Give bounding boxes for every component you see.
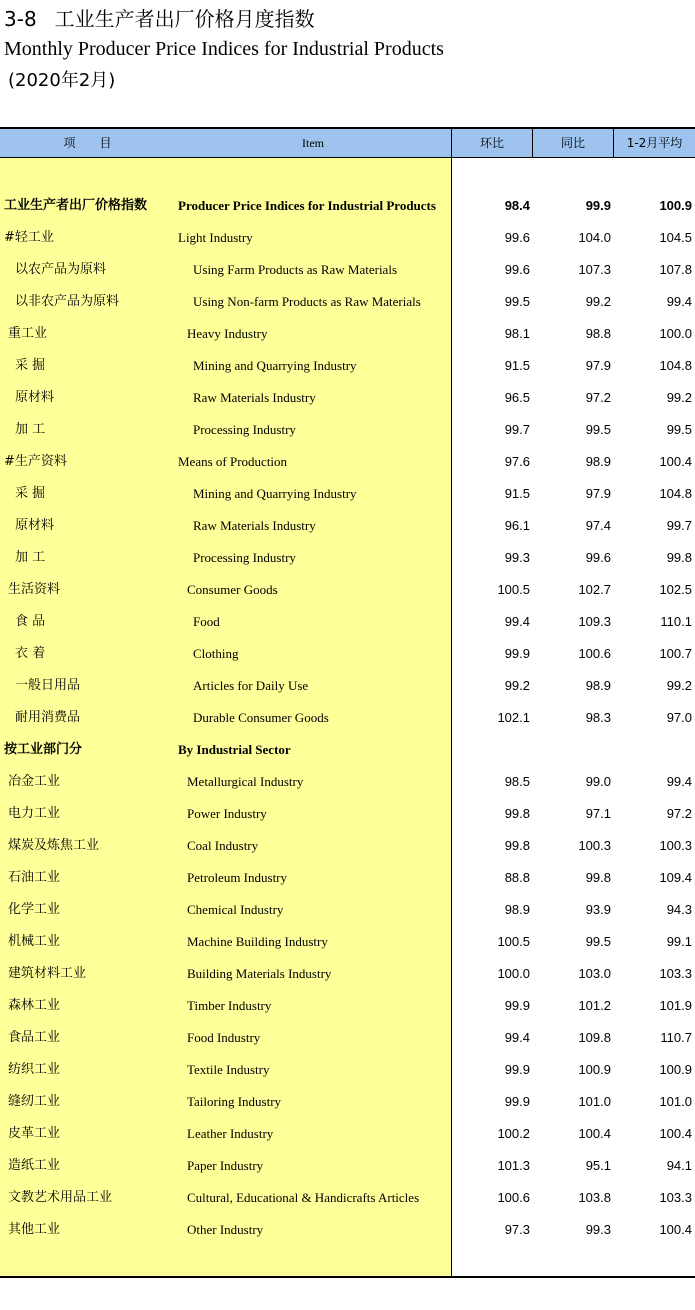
- value-yoy: 99.5: [585, 422, 611, 437]
- value-avg: 99.2: [666, 390, 692, 405]
- value-avg: 100.9: [659, 198, 692, 213]
- row-label-en: By Industrial Sector: [178, 742, 291, 757]
- row-label-en: Textile Industry: [187, 1062, 270, 1077]
- row-label-en: Coal Industry: [187, 838, 259, 853]
- row-label-en: Raw Materials Industry: [193, 390, 316, 405]
- value-yoy: 99.3: [585, 1222, 611, 1237]
- value-yoy: 102.7: [578, 582, 611, 597]
- value-avg: 100.4: [659, 1126, 692, 1141]
- row-label-cn: 生活资料: [8, 582, 61, 597]
- row-label-cn: 工业生产者出厂价格指数: [4, 198, 148, 213]
- header-yoy: 同比: [560, 136, 585, 150]
- row-label-en: Machine Building Industry: [187, 934, 328, 949]
- row-label-en: Leather Industry: [187, 1126, 274, 1141]
- value-avg: 100.7: [659, 646, 692, 661]
- table-body: [0, 190, 695, 1246]
- value-yoy: 104.0: [578, 230, 611, 245]
- value-avg: 103.3: [659, 966, 692, 981]
- value-avg: 99.5: [666, 422, 692, 437]
- row-label-en: Petroleum Industry: [187, 870, 288, 885]
- row-label-en: Tailoring Industry: [187, 1094, 282, 1109]
- table-row: [0, 1118, 695, 1150]
- row-label-cn: 煤炭及炼焦工业: [8, 838, 100, 853]
- value-mom: 99.8: [504, 838, 530, 853]
- row-label-en: Metallurgical Industry: [187, 774, 304, 789]
- value-yoy: 109.3: [578, 614, 611, 629]
- table-row: [0, 1022, 695, 1054]
- row-label-cn: 纺织工业: [8, 1062, 61, 1077]
- table-row: [0, 670, 695, 702]
- row-label-en: Paper Industry: [187, 1158, 264, 1173]
- value-avg: 100.3: [659, 838, 692, 853]
- value-mom: 99.6: [504, 230, 530, 245]
- table-row: [0, 926, 695, 958]
- header-mom: 环比: [479, 136, 504, 150]
- value-avg: 100.9: [659, 1062, 692, 1077]
- table-row: [0, 254, 695, 286]
- table-row: [0, 478, 695, 510]
- value-mom: 99.3: [504, 550, 530, 565]
- value-yoy: 97.9: [585, 358, 611, 373]
- row-label-cn: 加 工: [15, 422, 46, 437]
- row-label-en: Producer Price Indices for Industrial Products: [178, 198, 436, 213]
- value-mom: 101.3: [497, 1158, 530, 1173]
- value-mom: 100.5: [497, 934, 530, 949]
- value-mom: 99.9: [504, 998, 530, 1013]
- value-yoy: 99.5: [585, 934, 611, 949]
- value-mom: 100.0: [497, 966, 530, 981]
- row-label-en: Clothing: [193, 646, 239, 661]
- value-mom: 98.4: [504, 198, 530, 213]
- row-label-en: Chemical Industry: [187, 902, 284, 917]
- row-label-en: Durable Consumer Goods: [193, 710, 329, 725]
- value-yoy: 98.9: [585, 678, 611, 693]
- table-row: [0, 862, 695, 894]
- table-row: [0, 222, 695, 254]
- value-avg: 99.4: [666, 294, 692, 309]
- value-mom: 97.6: [504, 454, 530, 469]
- table-row: [0, 894, 695, 926]
- table-row: [0, 734, 695, 766]
- row-label-en: Processing Industry: [193, 550, 296, 565]
- value-mom: 91.5: [504, 486, 530, 501]
- value-mom: 102.1: [497, 710, 530, 725]
- value-yoy: 97.1: [585, 806, 611, 821]
- table-row: [0, 1086, 695, 1118]
- value-avg: 102.5: [659, 582, 692, 597]
- header-avg: 1-2月平均: [626, 136, 683, 150]
- value-mom: 98.1: [504, 326, 530, 341]
- value-avg: 104.8: [659, 486, 692, 501]
- page-title-cn: [4, 4, 315, 34]
- row-label-en: Timber Industry: [187, 998, 272, 1013]
- value-yoy: 100.3: [578, 838, 611, 853]
- value-avg: 100.4: [659, 1222, 692, 1237]
- table-row: [0, 414, 695, 446]
- value-mom: 100.2: [497, 1126, 530, 1141]
- row-label-en: Means of Production: [178, 454, 288, 469]
- row-label-en: Raw Materials Industry: [193, 518, 316, 533]
- value-yoy: 95.1: [585, 1158, 611, 1173]
- value-yoy: 97.2: [585, 390, 611, 405]
- row-label-en: Food: [193, 614, 220, 629]
- value-mom: 88.8: [504, 870, 530, 885]
- value-avg: 94.3: [666, 902, 692, 917]
- value-avg: 94.1: [666, 1158, 692, 1173]
- value-yoy: 100.9: [578, 1062, 611, 1077]
- value-mom: 99.9: [504, 1094, 530, 1109]
- value-yoy: 100.4: [578, 1126, 611, 1141]
- row-label-en: Food Industry: [187, 1030, 261, 1045]
- value-yoy: 101.0: [578, 1094, 611, 1109]
- row-label-cn: 食 品: [15, 614, 46, 629]
- table-row: [0, 574, 695, 606]
- row-label-cn: 原材料: [15, 518, 55, 533]
- row-label-en: Using Non-farm Products as Raw Materials: [193, 294, 421, 309]
- value-mom: 99.4: [504, 1030, 530, 1045]
- value-mom: 99.8: [504, 806, 530, 821]
- row-label-cn: 缝纫工业: [8, 1094, 61, 1109]
- value-yoy: 99.6: [585, 550, 611, 565]
- value-mom: 99.9: [504, 1062, 530, 1077]
- row-label-cn: 文教艺术用品工业: [8, 1190, 113, 1205]
- value-yoy: 109.8: [578, 1030, 611, 1045]
- header-bottom-rule: [0, 157, 695, 158]
- value-yoy: 98.9: [585, 454, 611, 469]
- page-date: (2020年2月): [8, 70, 116, 91]
- row-label-cn: 石油工业: [8, 870, 61, 885]
- value-mom: 96.1: [504, 518, 530, 533]
- value-yoy: 97.4: [585, 518, 611, 533]
- table-row: [0, 702, 695, 734]
- row-label-cn: 电力工业: [8, 806, 61, 821]
- value-avg: 109.4: [659, 870, 692, 885]
- table-row: [0, 990, 695, 1022]
- title-cn-text: 工业生产者出厂价格月度指数: [54, 7, 315, 31]
- value-avg: 99.2: [666, 678, 692, 693]
- header-item-cn: 项 目: [63, 136, 112, 150]
- row-label-en: Cultural, Educational & Handicrafts Articles: [187, 1190, 420, 1205]
- page-title-en: Monthly Producer Price Indices for Industrial Products: [4, 38, 444, 60]
- row-label-cn: 原材料: [15, 390, 55, 405]
- row-label-cn: 森林工业: [8, 998, 61, 1013]
- table-row: [0, 638, 695, 670]
- row-label-cn: #生产资料: [4, 454, 67, 469]
- table-row: [0, 446, 695, 478]
- value-yoy: 103.8: [578, 1190, 611, 1205]
- row-label-cn: 其他工业: [8, 1222, 61, 1237]
- row-label-en: Using Farm Products as Raw Materials: [193, 262, 398, 277]
- value-avg: 107.8: [659, 262, 692, 277]
- value-avg: 99.1: [666, 934, 692, 949]
- row-label-cn: #轻工业: [4, 230, 54, 245]
- table-row: [0, 190, 695, 222]
- row-label-en: Heavy Industry: [187, 326, 268, 341]
- row-label-en: Mining and Quarrying Industry: [193, 486, 357, 501]
- value-yoy: 99.2: [585, 294, 611, 309]
- value-mom: 97.3: [504, 1222, 530, 1237]
- table-number: 3-8: [4, 7, 37, 31]
- value-yoy: 93.9: [585, 902, 611, 917]
- row-label-cn: 皮革工业: [8, 1126, 61, 1141]
- row-label-en: Light Industry: [178, 230, 253, 245]
- value-avg: 97.0: [666, 710, 692, 725]
- value-avg: 104.8: [659, 358, 692, 373]
- value-mom: 99.6: [504, 262, 530, 277]
- row-label-cn: 以非农产品为原料: [15, 294, 120, 309]
- value-avg: 99.8: [666, 550, 692, 565]
- row-label-en: Other Industry: [187, 1222, 264, 1237]
- value-mom: 99.2: [504, 678, 530, 693]
- value-mom: 98.5: [504, 774, 530, 789]
- value-mom: 99.7: [504, 422, 530, 437]
- value-yoy: 101.2: [578, 998, 611, 1013]
- row-label-en: Processing Industry: [193, 422, 296, 437]
- row-label-cn: 衣 着: [15, 646, 46, 661]
- row-label-en: Consumer Goods: [187, 582, 278, 597]
- row-label-cn: 采 掘: [15, 358, 46, 373]
- table-row: [0, 798, 695, 830]
- value-yoy: 103.0: [578, 966, 611, 981]
- table-row: [0, 766, 695, 798]
- row-label-cn: 化学工业: [8, 902, 61, 917]
- value-yoy: 99.9: [585, 198, 611, 213]
- row-label-cn: 一般日用品: [15, 678, 81, 693]
- row-label-cn: 耐用消费品: [15, 710, 81, 725]
- row-label-cn: 按工业部门分: [4, 742, 83, 757]
- table-row: [0, 1054, 695, 1086]
- table-row: [0, 542, 695, 574]
- value-yoy: 97.9: [585, 486, 611, 501]
- table-row: [0, 1182, 695, 1214]
- value-avg: 99.4: [666, 774, 692, 789]
- value-mom: 98.9: [504, 902, 530, 917]
- value-yoy: 99.0: [585, 774, 611, 789]
- row-label-en: Power Industry: [187, 806, 267, 821]
- table-bottom-rule: [0, 1276, 695, 1278]
- value-yoy: 107.3: [578, 262, 611, 277]
- row-label-cn: 采 掘: [15, 486, 46, 501]
- row-label-en: Mining and Quarrying Industry: [193, 358, 357, 373]
- value-avg: 104.5: [659, 230, 692, 245]
- value-avg: 97.2: [666, 806, 692, 821]
- row-label-en: Building Materials Industry: [187, 966, 332, 981]
- table-row: [0, 318, 695, 350]
- row-label-cn: 冶金工业: [8, 774, 61, 789]
- table-row: [0, 1214, 695, 1246]
- value-mom: 99.9: [504, 646, 530, 661]
- table-row: [0, 1150, 695, 1182]
- row-label-cn: 机械工业: [8, 934, 61, 949]
- row-label-cn: 以农产品为原料: [15, 262, 107, 277]
- header-item-en: Item: [302, 136, 324, 150]
- table-row: [0, 510, 695, 542]
- value-avg: 99.7: [666, 518, 692, 533]
- row-label-cn: 加 工: [15, 550, 46, 565]
- value-avg: 101.9: [659, 998, 692, 1013]
- value-mom: 100.5: [497, 582, 530, 597]
- value-avg: 110.1: [660, 614, 692, 629]
- table-row: [0, 830, 695, 862]
- table-row: [0, 382, 695, 414]
- table-row: [0, 350, 695, 382]
- table-row: [0, 286, 695, 318]
- row-label-cn: 重工业: [8, 326, 48, 341]
- value-yoy: 100.6: [578, 646, 611, 661]
- table-row: [0, 606, 695, 638]
- value-yoy: 99.8: [585, 870, 611, 885]
- value-mom: 96.5: [504, 390, 530, 405]
- value-yoy: 98.3: [585, 710, 611, 725]
- value-avg: 100.0: [659, 326, 692, 341]
- row-label-cn: 建筑材料工业: [8, 966, 87, 981]
- row-label-cn: 食品工业: [8, 1030, 61, 1045]
- value-mom: 100.6: [497, 1190, 530, 1205]
- value-mom: 99.4: [504, 614, 530, 629]
- value-mom: 91.5: [504, 358, 530, 373]
- table-row: [0, 958, 695, 990]
- value-avg: 103.3: [659, 1190, 692, 1205]
- value-avg: 110.7: [660, 1030, 692, 1045]
- value-yoy: 98.8: [585, 326, 611, 341]
- value-avg: 101.0: [659, 1094, 692, 1109]
- row-label-cn: 造纸工业: [8, 1158, 61, 1173]
- value-mom: 99.5: [504, 294, 530, 309]
- row-label-en: Articles for Daily Use: [193, 678, 309, 693]
- value-avg: 100.4: [659, 454, 692, 469]
